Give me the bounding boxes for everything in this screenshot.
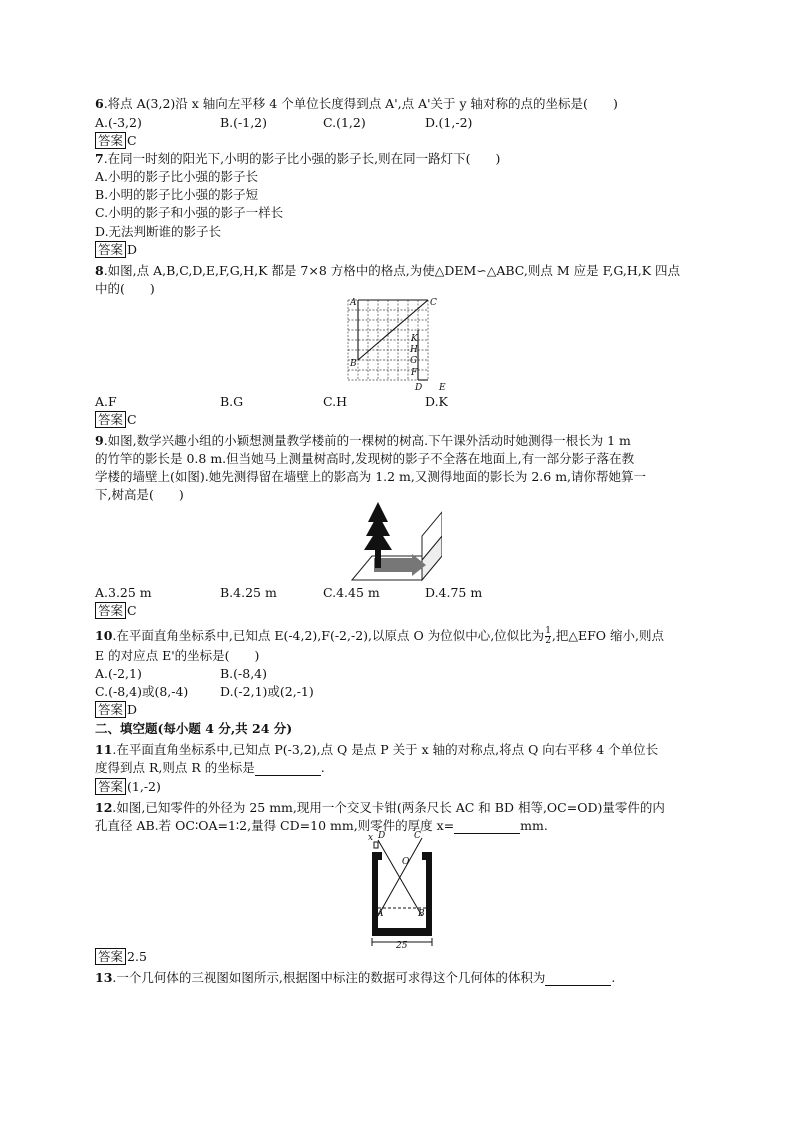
q12-text-end: mm.: [520, 818, 548, 833]
q11-text: .在平面直角坐标系中,已知点 P(-3,2),点 Q 是点 P 关于 x 轴的对称点,将点 Q 向右平移 4 个单位长: [112, 742, 659, 757]
label-d: D: [378, 831, 386, 841]
q8-stem-line1: [95, 263, 680, 279]
q10-number: 10: [95, 628, 113, 643]
answer-tag: 答案: [95, 701, 126, 718]
q8-grid-figure: [340, 296, 450, 394]
q11-text-end: .: [320, 760, 325, 775]
section2-title: 二、填空题(每小题 4 分,共 24 分): [95, 721, 293, 736]
label-d: D: [415, 383, 423, 393]
q9-stem-line1: [95, 433, 631, 449]
q11-text-2: 度得到点 R,则点 R 的坐标是: [95, 760, 255, 775]
q10-stem-line1: [95, 627, 664, 646]
label-25: 25: [396, 941, 408, 948]
q9-answer: [95, 603, 137, 618]
q13-text: .一个几何体的三视图如图所示,根据图中标注的数据可求得这个几何体的体积为: [112, 970, 546, 985]
q12-caliper-figure: [362, 830, 442, 948]
q13-number: 13: [95, 970, 113, 985]
q7-answer: [95, 242, 137, 257]
q7-stem: [95, 151, 500, 167]
q12-text-2: 孔直径 AB.若 OC∶OA=1∶2,量得 CD=10 mm,则零件的厚度 x=: [95, 818, 455, 833]
q10-answer: [95, 702, 137, 717]
answer-tag: 答案: [95, 602, 126, 619]
q8-text: .如图,点 A,B,C,D,E,F,G,H,K 都是 7×8 方格中的格点,为使△DEM∽△ABC,则点 M 应是 F,G,H,K 四点: [103, 263, 681, 278]
q9-stem-line3: 学楼的墙壁上(如图).她先测得留在墙壁上的影高为 1.2 m,又测得地面的影长为 2.6 m,请你帮她算一: [95, 469, 647, 484]
q13-text-end: .: [611, 970, 616, 985]
q6-text: .将点 A(3,2)沿 x 轴向左平移 4 个单位长度得到点 A',点 A'关于 y 轴对称的点的坐标是( ): [103, 96, 618, 111]
label-g: G: [410, 356, 418, 366]
answer-value: C: [127, 603, 137, 618]
q6-answer: [95, 133, 137, 148]
q8-answer: [95, 412, 137, 427]
fraction-denominator: 2: [545, 636, 551, 646]
answer-value: 2.5: [127, 949, 147, 964]
q12-blank[interactable]: [454, 819, 520, 834]
label-a: A: [350, 298, 357, 308]
q8-option-a: A.F: [95, 394, 117, 409]
q10-option-b: B.(-8,4): [220, 666, 268, 681]
q6-option-c: C.(1,2): [323, 115, 366, 130]
q11-number: 11: [95, 742, 113, 757]
q9-option-b: B.4.25 m: [220, 585, 277, 600]
q7-number: 7: [95, 151, 104, 166]
answer-tag: 答案: [95, 241, 126, 258]
q9-option-a: A.3.25 m: [95, 585, 152, 600]
q10-option-a: A.(-2,1): [95, 666, 142, 681]
q12-number: 12: [95, 800, 113, 815]
label-k: K: [411, 334, 418, 344]
q8-option-b: B.G: [220, 394, 244, 409]
q10-text-tail: ,把△EFO 缩小,则点: [551, 628, 665, 643]
q8-option-c: C.H: [323, 394, 347, 409]
q11-blank[interactable]: [255, 761, 321, 776]
q9-number: 9: [95, 433, 104, 448]
q12-answer: [95, 949, 147, 964]
fraction-numerator: 1: [545, 626, 551, 636]
q9-text: .如图,数学兴趣小组的小颖想测量教学楼前的一棵树的树高.下午课外活动时她测得一根长为 1 m: [103, 433, 631, 448]
q10-text: .在平面直角坐标系中,已知点 E(-4,2),F(-2,-2),以原点 O 为位似中心,位似比为: [112, 628, 545, 643]
q9-stem-line4: 下,树高是( ): [95, 487, 184, 502]
q13-stem: [95, 970, 615, 986]
q7-text: .在同一时刻的阳光下,小明的影子比小强的影子长,则在同一路灯下( ): [103, 151, 501, 166]
q6-option-d: D.(1,-2): [425, 115, 473, 130]
q7-option-b: B.小明的影子比小强的影子短: [95, 187, 259, 202]
q7-option-d: D.无法判断谁的影子长: [95, 224, 222, 239]
answer-tag: 答案: [95, 948, 126, 965]
answer-tag: 答案: [95, 411, 126, 428]
answer-tag: 答案: [95, 132, 126, 149]
q12-stem-line2: [95, 818, 548, 834]
q13-blank[interactable]: [545, 971, 611, 986]
label-c: C: [414, 831, 421, 841]
answer-value: (1,-2): [127, 779, 161, 794]
label-o: O: [402, 857, 410, 867]
label-h: H: [410, 345, 418, 355]
q12-text: .如图,已知零件的外径为 25 mm,现用一个交叉卡钳(两条尺长 AC 和 BD 相等,OC=OD)量零件的内: [112, 800, 665, 815]
label-f: F: [411, 368, 418, 378]
q12-stem-line1: [95, 800, 665, 816]
q11-stem-line1: [95, 742, 658, 758]
q9-option-d: D.4.75 m: [425, 585, 483, 600]
q6-number: 6: [95, 96, 104, 111]
q8-stem-line2: 中的( ): [95, 281, 155, 296]
q7-option-c: C.小明的影子和小强的影子一样长: [95, 205, 284, 220]
q8-number: 8: [95, 263, 104, 278]
label-b: B: [418, 909, 425, 919]
q11-stem-line2: [95, 760, 325, 776]
label-e: E: [439, 383, 446, 393]
label-a: A: [377, 909, 384, 919]
q6-option-a: A.(-3,2): [95, 115, 142, 130]
q7-option-a: A.小明的影子比小强的影子长: [95, 169, 259, 184]
label-b: B: [350, 359, 357, 369]
answer-tag: 答案: [95, 778, 126, 795]
q6-option-b: B.(-1,2): [220, 115, 268, 130]
q9-stem-line2: 的竹竿的影长是 0.8 m.但当她马上测量树高时,发现树的影子不全落在地面上,有一部分影子落在教: [95, 451, 635, 466]
q9-tree-figure: [350, 500, 442, 582]
answer-value: D: [127, 242, 138, 257]
q10-fraction: [545, 627, 551, 646]
label-c: C: [430, 298, 437, 308]
q10-option-c: C.(-8,4)或(8,-4): [95, 684, 189, 699]
q9-option-c: C.4.45 m: [323, 585, 380, 600]
answer-value: C: [127, 133, 137, 148]
q11-answer: [95, 779, 161, 794]
q8-option-d: D.K: [425, 394, 448, 409]
answer-value: C: [127, 412, 137, 427]
q10-stem-line2: E 的对应点 E'的坐标是( ): [95, 648, 260, 663]
q6-stem: [95, 96, 618, 112]
label-x: x: [368, 833, 374, 843]
answer-value: D: [127, 702, 138, 717]
q10-option-d: D.(-2,1)或(2,-1): [220, 684, 314, 699]
